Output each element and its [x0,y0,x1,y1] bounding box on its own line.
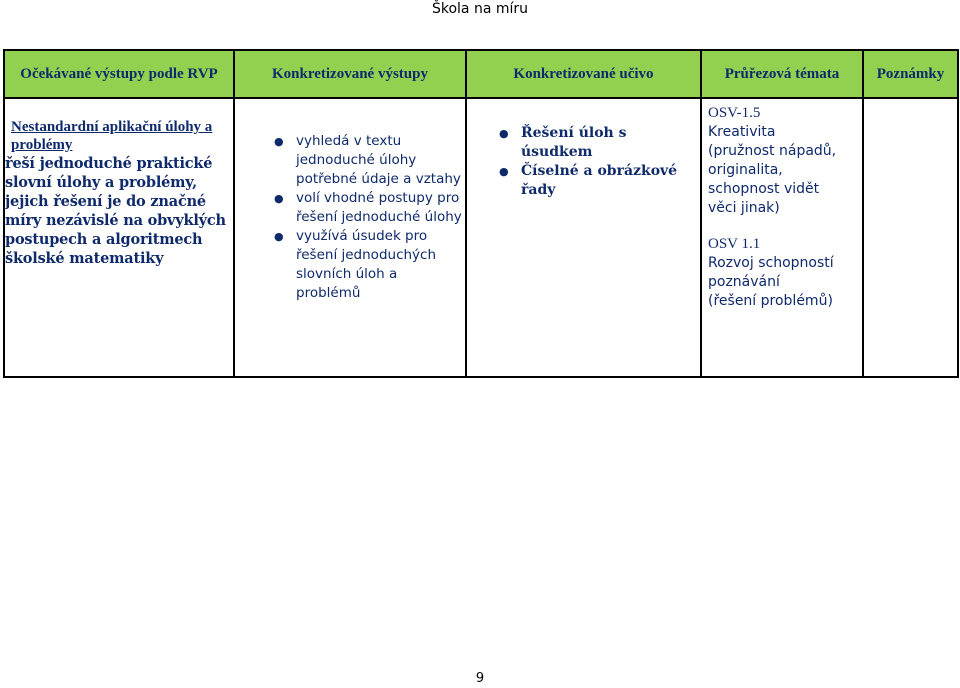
theme-line: (řešení problémů) [708,293,833,309]
cell-content [466,98,701,377]
theme-line: (pružnost nápadů, [708,143,837,159]
cell-outputs [234,98,466,377]
theme-code: OSV 1.1 [708,236,761,252]
table-header-row [4,50,958,98]
column-header-outputs: Konkretizované výstupy [234,50,466,98]
list-item: ● využívá úsudek pro řešení jednoduchých slovních úloh a problémů [274,228,437,301]
bullet-icon: ● [499,165,509,178]
list-item: ● Řešení úloh s úsudkem [499,125,627,160]
column-header-themes: Průřezová témata [701,50,863,98]
rvp-title: Nestandardní aplikační úlohy a problémy [11,119,213,153]
table-row [4,98,958,377]
bullet-icon: ● [274,192,284,205]
rvp-list [5,154,233,268]
page-header: Škola na míru [431,1,529,17]
list-item: ● Číselné a obrázkové řady [499,163,678,198]
page-number: 9 [475,671,485,686]
content-list [499,124,700,200]
outputs-list [274,132,465,303]
bullet-icon: ● [274,230,284,243]
themes-block [702,104,862,311]
cell-notes [863,98,958,377]
bullet-icon: ● [499,127,509,140]
theme-line: originalita, [708,162,783,178]
theme-line: schopnost vidět [708,181,820,197]
column-header-rvp: Očekávané výstupy podle RVP [4,50,234,98]
column-header-notes: Poznámky [863,50,958,98]
list-item: ● vyhledá v textu jednoduché úlohy potřebné údaje a vztahy [274,133,461,187]
bullet-icon: ● [274,135,284,148]
cell-rvp [4,98,234,377]
column-header-content: Konkretizované učivo [466,50,701,98]
list-item: ● volí vhodné postupy pro řešení jednoduché úlohy [274,190,462,225]
theme-line: Rozvoj schopností [708,255,834,271]
curriculum-table [3,49,959,378]
theme-line: věci jinak) [708,200,780,216]
theme-code: OSV-1.5 [708,105,761,121]
cell-themes [701,98,863,377]
list-item: řeší jednoduché praktické slovní úlohy a problémy, jejich řešení je do značné míry nezávislé na obvyklých postupech a algoritmech školské matematiky [5,155,226,267]
theme-line: Kreativita [708,124,776,140]
theme-line: poznávání [708,274,780,290]
